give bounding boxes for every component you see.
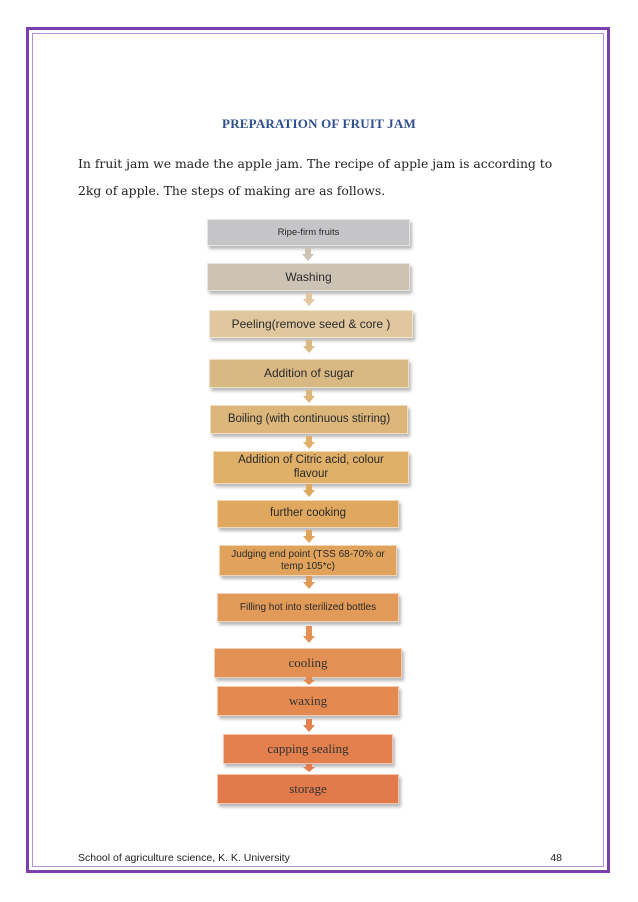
flow-arrow-2 xyxy=(303,293,315,307)
intro-paragraph: In fruit jam we made the apple jam. The recipe of apple jam is according to 2kg of apple. The steps of making are as follows. xyxy=(78,156,553,198)
page-title: PREPARATION OF FRUIT JAM xyxy=(222,116,416,131)
flow-arrow-5 xyxy=(303,436,315,450)
footer-institution: School of agriculture science, K. K. University xyxy=(78,852,290,864)
page-footer xyxy=(78,852,562,864)
flow-step-boiling: Boiling (with continuous stirring) xyxy=(210,405,408,434)
flow-step-washing: Washing xyxy=(207,263,410,291)
flow-step-storage: storage xyxy=(217,774,399,804)
flow-arrow-4 xyxy=(303,390,315,404)
flow-arrow-1 xyxy=(302,248,314,262)
flow-arrow-6 xyxy=(303,484,315,498)
flow-arrow-8 xyxy=(303,576,315,590)
flow-step-further-cooking: further cooking xyxy=(217,500,399,528)
flow-arrow-10 xyxy=(303,677,315,686)
flow-step-capping-sealing: capping sealing xyxy=(223,734,393,764)
flow-step-filling-hot: Filling hot into sterilized bottles xyxy=(217,593,399,622)
flow-step-peeling: Peeling(remove seed & core ) xyxy=(209,310,413,338)
flow-arrow-7 xyxy=(303,530,315,544)
flow-step-cooling: cooling xyxy=(214,648,402,678)
flow-arrow-11 xyxy=(303,719,315,733)
flow-arrow-3 xyxy=(303,340,315,354)
flow-step-ripe-firm-fruits: Ripe-firm fruits xyxy=(207,219,410,246)
flow-arrow-12 xyxy=(303,764,315,774)
flow-step-addition-of-sugar: Addition of sugar xyxy=(209,359,409,388)
page-number: 48 xyxy=(550,852,562,864)
flow-step-addition-of-citric-acid: Addition of Citric acid, colour flavour xyxy=(213,451,409,484)
flow-arrow-9 xyxy=(303,626,315,646)
flow-step-waxing: waxing xyxy=(217,686,399,716)
flow-step-judging-end-point: Judging end point (TSS 68-70% or temp 105*c) xyxy=(219,545,397,576)
